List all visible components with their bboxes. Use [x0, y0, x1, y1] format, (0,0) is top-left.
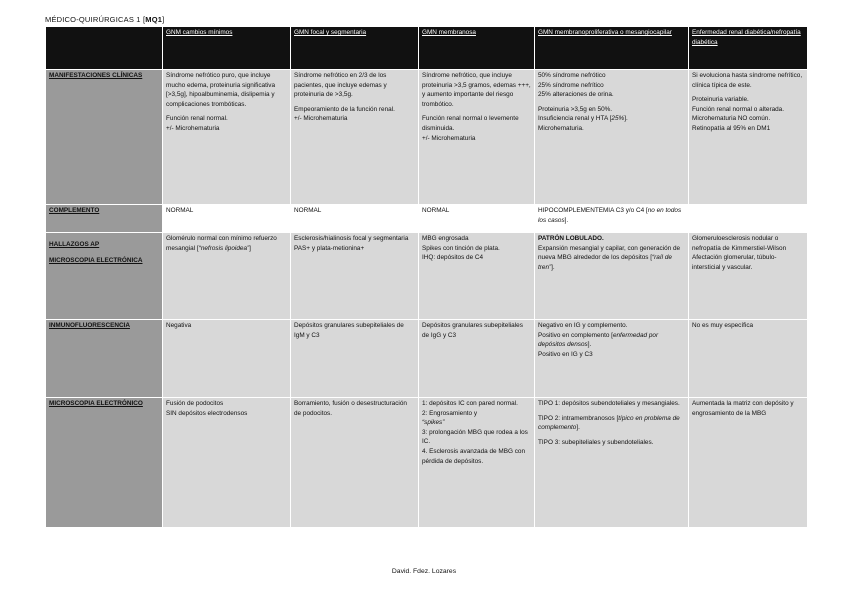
footer-author: David. Fdez. Lozares	[391, 568, 457, 575]
row-header-immunofluorescence: INMUNOFLUORESCENCIA	[46, 320, 163, 398]
cell-em-4: TIPO 1: depósitos subendoteliales y mesangiales. TIPO 2: intramembranosos [típico en problema de complemento]. TIPO 3: subepiteliales y subendoteliales.	[535, 398, 689, 528]
cell-pathology-2: Esclerosis/hialinosis focal y segmentaria PAS+ y plata-metionina+	[291, 233, 419, 320]
cell-complement-3: NORMAL	[419, 205, 535, 233]
row-clinical	[46, 70, 808, 205]
cell-complement-5	[689, 205, 808, 233]
col-header-minimal-change: GNM cambios mínimos	[163, 27, 291, 70]
cell-pathology-4: PATRÓN LOBULADO. Expansión mesangial y capilar, con generación de nueva MBG alrededor de los depósitos [“raíl de tren”].	[535, 233, 689, 320]
cell-complement-4: HIPOCOMPLEMENTEMIA C3 y/o C4 [no en todos los casos].	[535, 205, 689, 233]
col-header-diabetic: Enfermedad renal diabética/nefropatía diabética	[689, 27, 808, 70]
cell-em-3: 1: depósitos IC con pared normal. 2: Engrosamiento y “spikes” 3: prolongación MBG que rodea a los IC. 4. Esclerosis avanzada de MBG con pérdida de depósitos.	[419, 398, 535, 528]
comparison-table	[45, 26, 808, 528]
cell-clinical-3: Síndrome nefrótico, que incluye proteinuria >3,5 gramos, edemas +++, y aumento importante del riesgo trombótico. Función renal normal o levemente disminuida. +/- Microhematuria	[419, 70, 535, 205]
cell-if-5: No es muy específica	[689, 320, 808, 398]
row-electron-microscopy	[46, 398, 808, 528]
cell-em-1: Fusión de podocitos SIN depósitos electrodensos	[163, 398, 291, 528]
page-title-code: MQ1	[145, 15, 163, 24]
table-header-row	[46, 27, 808, 70]
cell-complement-1: NORMAL	[163, 205, 291, 233]
row-header-pathology: HALLAZGOS AP MICROSCOPIA ELECTRÓNICA	[46, 233, 163, 320]
row-header-clinical: MANIFESTACIONES CLÍNICAS	[46, 70, 163, 205]
cell-pathology-5: Glomeruloesclerosis nodular o nefropatía de Kimmerstiel-Wilson Afectación glomerular, túbulo-intersticial y vascular.	[689, 233, 808, 320]
cell-if-1: Negativa	[163, 320, 291, 398]
header-corner	[46, 27, 163, 70]
cell-if-2: Depósitos granulares subepiteliales de IgM y C3	[291, 320, 419, 398]
page-title: MÉDICO-QUIRÚRGICAS 1 [MQ1]	[45, 15, 165, 24]
cell-clinical-2: Síndrome nefrótico en 2/3 de los pacientes, que incluye edemas y proteinuria de >3,5g. Empeoramiento de la función renal. +/- Microhematuria	[291, 70, 419, 205]
cell-pathology-1: Glomérulo normal con mínimo refuerzo mesangial [“nefrosis lipoidea”]	[163, 233, 291, 320]
cell-em-5: Aumentada la matriz con depósito y engrosamiento de la MBG	[689, 398, 808, 528]
col-header-focal-segmental: GMN focal y segmentaria	[291, 27, 419, 70]
cell-clinical-1: Síndrome nefrótico puro, que incluye mucho edema, proteinuria significativa [>3,5g], hipoalbuminemia, dislipemia y complicaciones trombóticas. Función renal normal. +/- Microhematuria	[163, 70, 291, 205]
row-immunofluorescence	[46, 320, 808, 398]
cell-if-4: Negativo en IG y complemento. Positivo en complemento [enfermedad por depósitos densos]. Positivo en IG y C3	[535, 320, 689, 398]
row-complement	[46, 205, 808, 233]
cell-clinical-5: Si evoluciona hasta síndrome nefrítico, clínica típica de este. Proteinuria variable. Función renal normal o alterada. Microhematuria NO común. Retinopatía al 95% en DM1	[689, 70, 808, 205]
cell-clinical-4: 50% síndrome nefrótico 25% síndrome nefrítico 25% alteraciones de orina. Proteinuria >3,5g en 50%. Insuficiencia renal y HTA [25%]. Microhematuria.	[535, 70, 689, 205]
cell-pathology-3: MBG engrosada Spikes con tinción de plata. IHQ: depósitos de C4	[419, 233, 535, 320]
cell-em-2: Borramiento, fusión o desestructuración de podocitos.	[291, 398, 419, 528]
col-header-membranoproliferative: GMN membranoproliferativa o mesangiocapilar	[535, 27, 689, 70]
cell-complement-2: NORMAL	[291, 205, 419, 233]
row-pathology	[46, 233, 808, 320]
cell-if-3: Depósitos granulares subepiteliales de IgG y C3	[419, 320, 535, 398]
row-header-complement: COMPLEMENTO	[46, 205, 163, 233]
col-header-membranous: GMN membranosa	[419, 27, 535, 70]
row-header-electron-microscopy: MICROSCOPIA ELECTRÓNICO	[46, 398, 163, 528]
